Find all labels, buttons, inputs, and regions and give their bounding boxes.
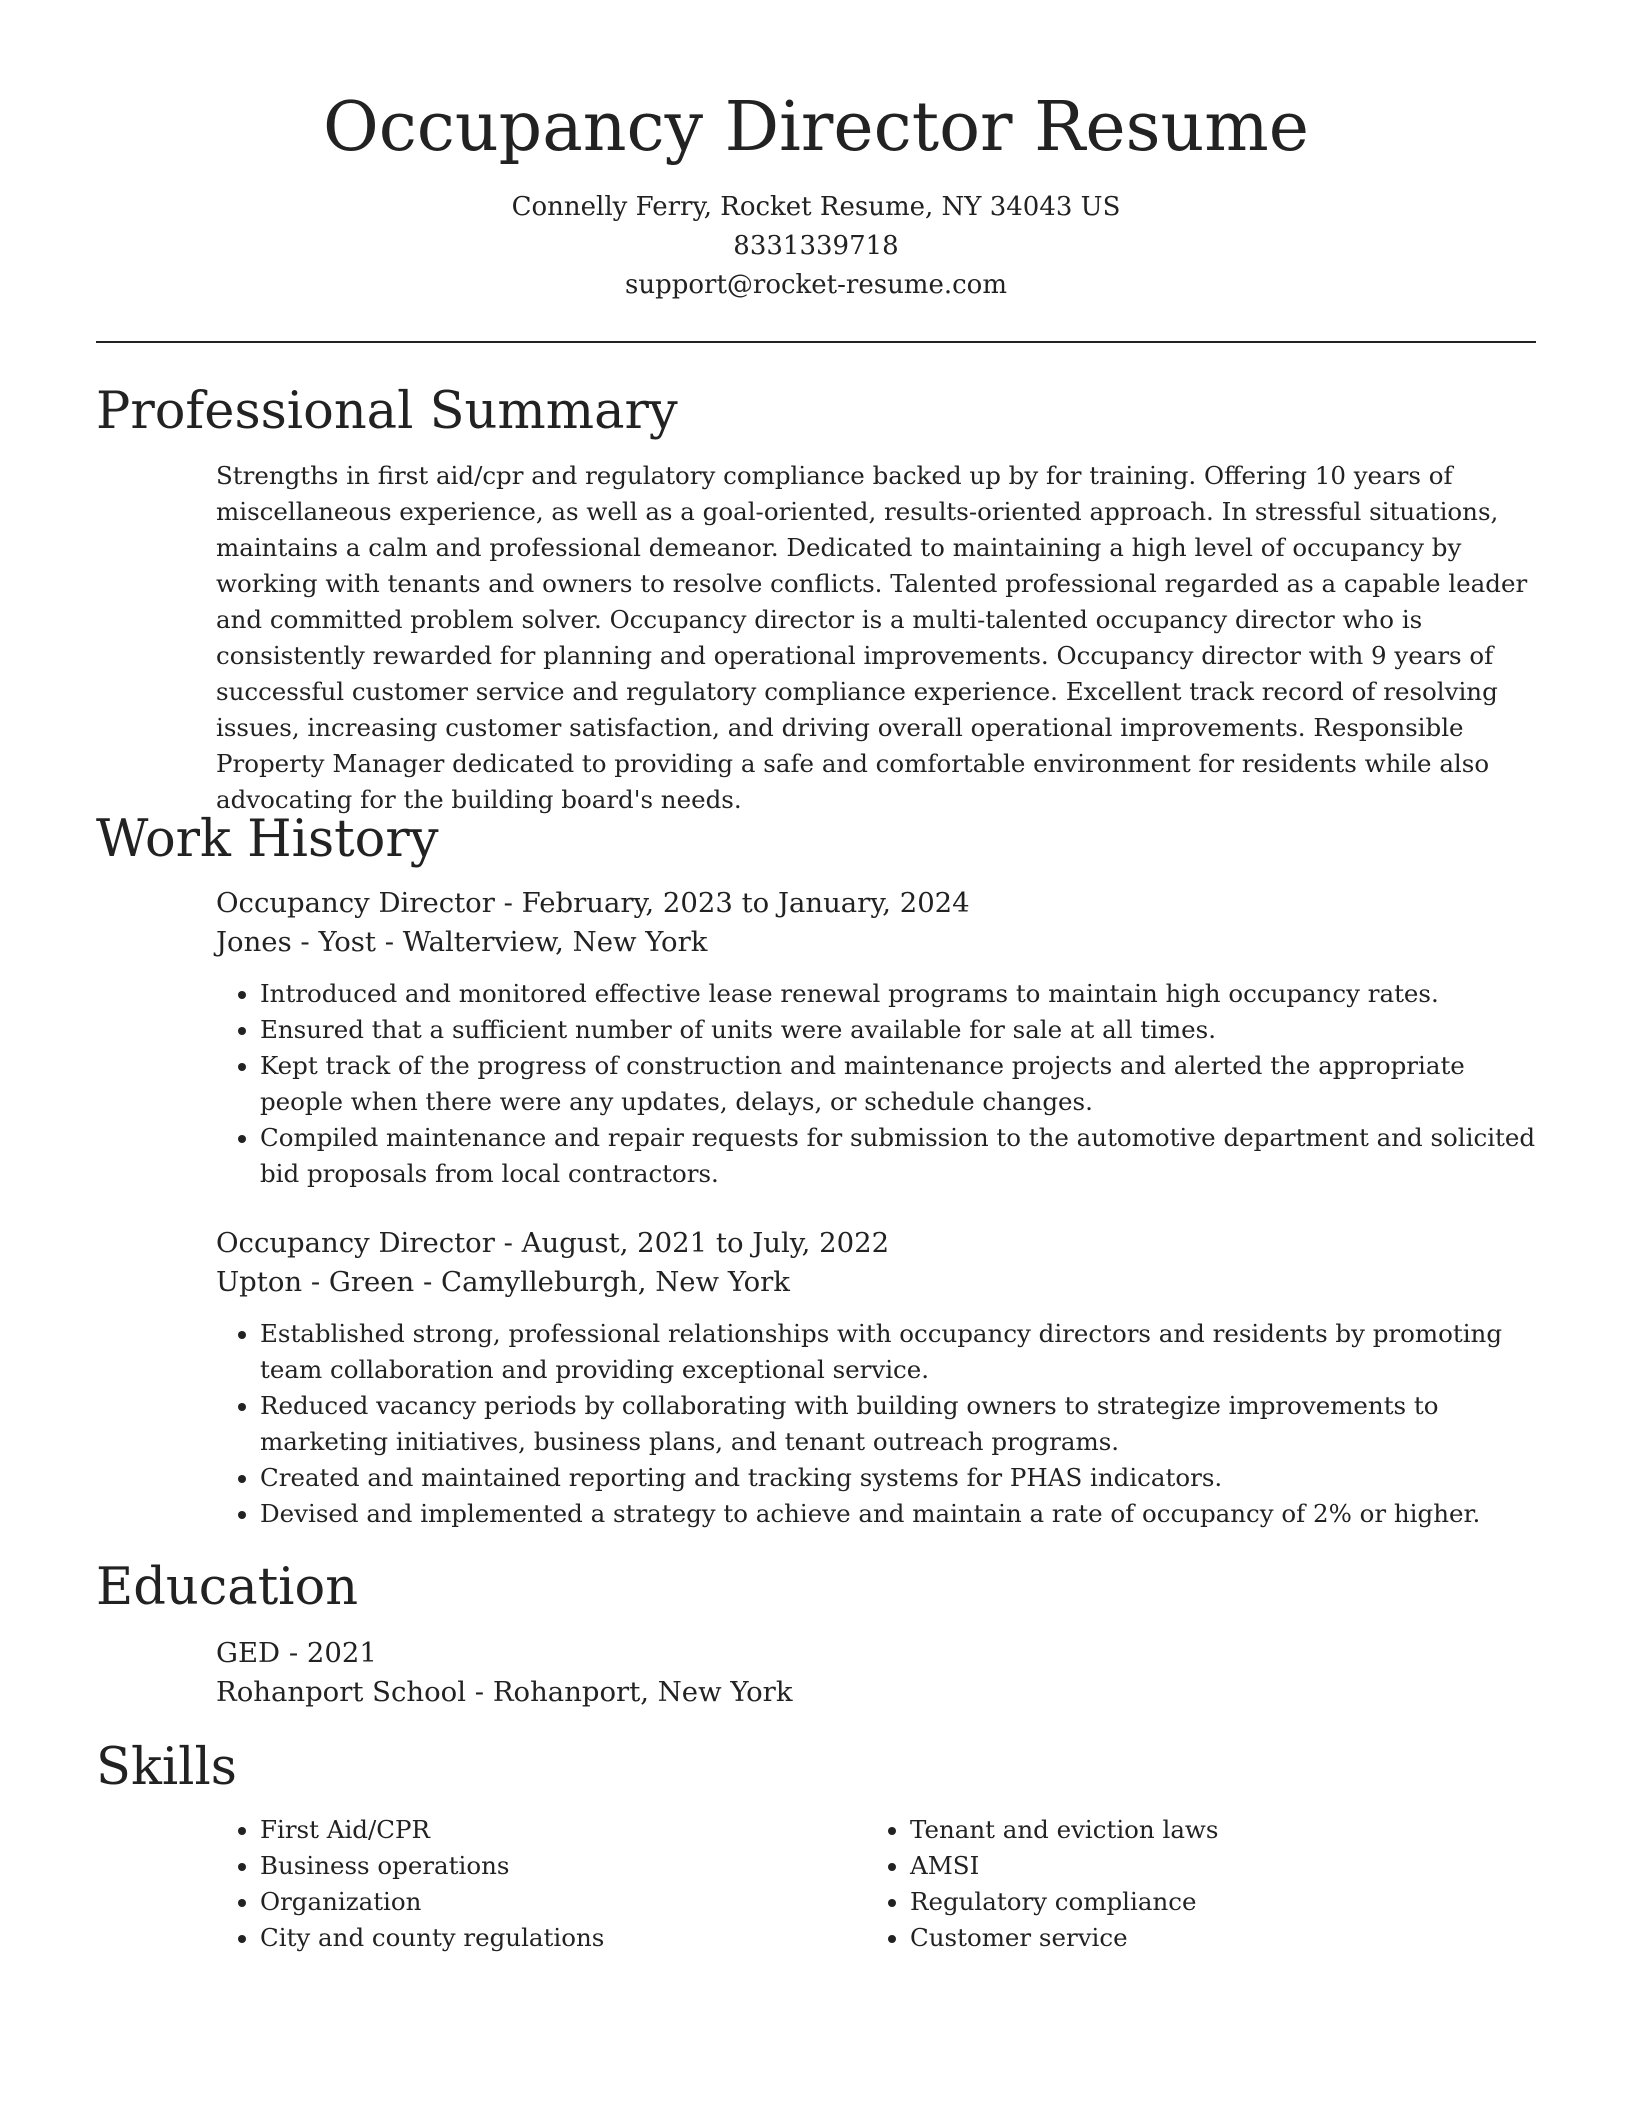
education-school-line: [216, 1673, 1536, 1712]
contact-email: support@rocket-resume.com: [624, 270, 1007, 300]
contact-address: Connelly Ferry, Rocket Resume, NY 34043 US: [511, 192, 1121, 222]
skill-item: • City and county regulations: [260, 1920, 866, 1956]
skills-grid: [216, 1812, 1536, 1956]
skills-list: [216, 1812, 866, 1956]
job-bullet: • Kept track of the progress of construction and maintenance projects and alerted the appropriate people when there were any updates, delays, or schedule changes.: [260, 1048, 1536, 1120]
section-heading-skills: Skills: [96, 1738, 237, 1797]
skill-item: • Business operations: [260, 1848, 866, 1884]
job-bullet: • Established strong, professional relationships with occupancy directors and residents by promoting team collaboration and providing exceptional service.: [260, 1316, 1536, 1388]
job-org-line: [216, 1263, 1536, 1302]
skill-item: • AMSI: [910, 1848, 1516, 1884]
skills-section: [216, 1812, 1536, 1956]
job-bullet: • Reduced vacancy periods by collaborating with building owners to strategize improvements to marketing initiatives, business plans, and tenant outreach programs.: [260, 1388, 1536, 1460]
section-heading-summary: Professional Summary: [96, 382, 678, 441]
job-bullet: • Ensured that a sufficient number of units were available for sale at all times.: [260, 1012, 1536, 1048]
job-bullet: • Created and maintained reporting and tracking systems for PHAS indicators.: [260, 1460, 1536, 1496]
job-title: Occupancy Director: [216, 887, 495, 919]
section-heading-work: Work History: [96, 810, 439, 869]
job-bullets: [216, 1316, 1536, 1532]
job-company: Upton - Green: [216, 1266, 415, 1298]
summary-section: [216, 458, 1536, 818]
job-title-line: [216, 1224, 1536, 1263]
skill-item: • First Aid/CPR: [260, 1812, 866, 1848]
skill-item: • Organization: [260, 1884, 866, 1920]
job-entry: [216, 884, 1536, 1192]
skills-column-left: [216, 1812, 866, 1956]
job-bullets: [216, 976, 1536, 1192]
skill-item: • Customer service: [910, 1920, 1516, 1956]
job-org-line: [216, 923, 1536, 962]
job-location: - Walterview, New York: [375, 926, 708, 958]
job-bullet: • Devised and implemented a strategy to achieve and maintain a rate of occupancy of 2% or higher.: [260, 1496, 1536, 1532]
contact-phone: 8331339718: [733, 231, 899, 261]
skills-column-right: [866, 1812, 1516, 1956]
job-title: Occupancy Director: [216, 1227, 495, 1259]
contact-info: [0, 188, 1632, 305]
skills-list: [866, 1812, 1516, 1956]
job-bullet: • Introduced and monitored effective lease renewal programs to maintain high occupancy rates.: [260, 976, 1536, 1012]
job-company: Jones - Yost: [216, 926, 376, 958]
job-dates: - August, 2021 to July, 2022: [494, 1227, 890, 1259]
education-entry: [216, 1634, 1536, 1712]
job-dates: - February, 2023 to January, 2024: [494, 887, 970, 919]
page-title: Occupancy Director Resume: [322, 88, 1310, 167]
job-location: - Camylleburgh, New York: [414, 1266, 790, 1298]
education-location: - Rohanport, New York: [466, 1676, 793, 1708]
section-heading-education: Education: [96, 1558, 359, 1617]
skill-item: • Tenant and eviction laws: [910, 1812, 1516, 1848]
education-degree: GED: [216, 1637, 281, 1669]
job-title-line: [216, 884, 1536, 923]
summary-text: Strengths in first aid/cpr and regulatory compliance backed up by for training. Offering 10 years of miscellaneous experience, as well as a goal-oriented, results-oriented approach. In stressful situations, maintains a calm and professional demeanor. Dedicated to maintaining a high level of occupancy by working with tenants and owners to resolve conflicts. Talented professional regarded as a capable leader and committed problem solver. Occupancy director is a multi-talented occupancy director who is consistently rewarded for planning and operational improvements. Occupancy director with 9 years of successful customer service and regulatory compliance experience. Excellent track record of resolving issues, increasing customer satisfaction, and driving overall operational improvements. Responsible Property Manager dedicated to providing a safe and comfortable environment for residents while also advocating for the building board's needs.: [216, 461, 1528, 814]
education-degree-line: [216, 1634, 1536, 1673]
job-entry: [216, 1224, 1536, 1532]
header-divider: [96, 341, 1536, 343]
job-bullet: • Compiled maintenance and repair requests for submission to the automotive department and solicited bid proposals from local contractors.: [260, 1120, 1536, 1192]
resume-header: [0, 0, 1632, 305]
education-year: - 2021: [280, 1637, 377, 1669]
skill-item: • Regulatory compliance: [910, 1884, 1516, 1920]
education-school: Rohanport School: [216, 1676, 467, 1708]
